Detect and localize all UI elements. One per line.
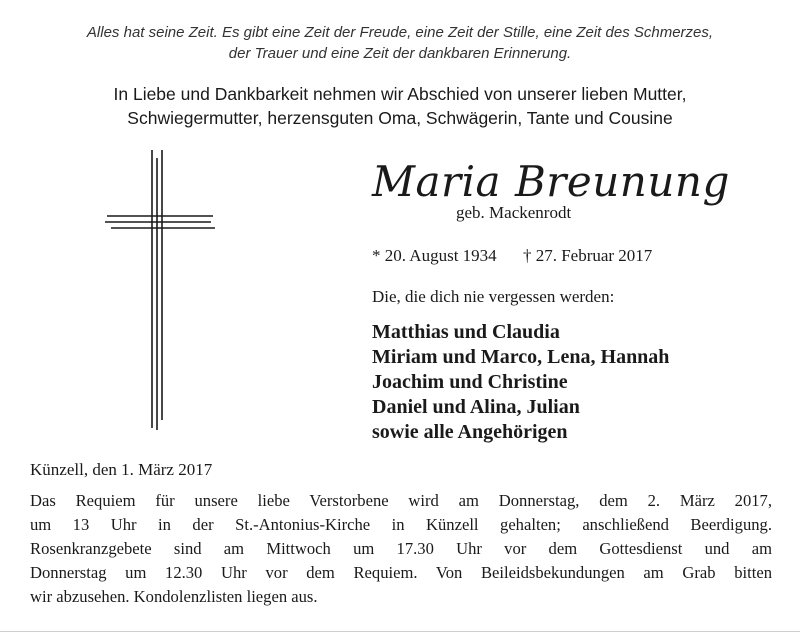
motto-line: Alles hat seine Zeit. Es gibt eine Zeit der Freude, eine Zeit der Stille, eine Zeit des Schmerzes, [86, 24, 714, 41]
mourners-list [372, 320, 669, 445]
intro-line: Schwiegermutter, herzensguten Oma, Schwägerin, Tante und Cousine [127, 108, 673, 128]
requiem-info [30, 489, 772, 609]
requiem-line: wir abzusehen. Kondolenzlisten liegen aus. [30, 587, 318, 606]
mourner-line: Joachim und Christine [372, 371, 568, 393]
mourners-intro: Die, die dich nie vergessen werden: [372, 287, 615, 306]
motto-quote [30, 22, 770, 64]
mourner-line: Miriam und Marco, Lena, Hannah [372, 346, 670, 368]
farewell-intro [30, 82, 770, 130]
requiem-line: Rosenkranzgebete sind am Mittwoch um 17.30 Uhr vor dem Gottesdienst und am [30, 539, 772, 558]
cross-icon [105, 150, 215, 430]
birth-name: geb. Mackenrodt [456, 203, 572, 222]
mourner-line: Matthias und Claudia [372, 321, 560, 343]
motto-line: der Trauer und eine Zeit der dankbaren Erinnerung. [228, 45, 572, 62]
birth-date: * 20. August 1934 [372, 246, 497, 265]
life-dates [372, 246, 652, 266]
requiem-line: um 13 Uhr in der St.-Antonius-Kirche in Künzell gehalten; anschließend Beerdigung. [30, 515, 772, 534]
place-and-date: Künzell, den 1. März 2017 [30, 460, 213, 479]
requiem-line: Donnerstag um 12.30 Uhr vor dem Requiem. Von Beileidsbekundungen am Grab bitten [30, 563, 772, 582]
death-date: † 27. Februar 2017 [522, 246, 653, 265]
intro-line: In Liebe und Dankbarkeit nehmen wir Abschied von unserer lieben Mutter, [113, 84, 687, 104]
mourner-line: Daniel und Alina, Julian [372, 396, 580, 418]
mourner-line: sowie alle Angehörigen [372, 421, 568, 443]
requiem-line: Das Requiem für unsere liebe Verstorbene wird am Donnerstag, dem 2. März 2017, [30, 491, 772, 510]
deceased-name: Maria Breunung [372, 157, 730, 206]
